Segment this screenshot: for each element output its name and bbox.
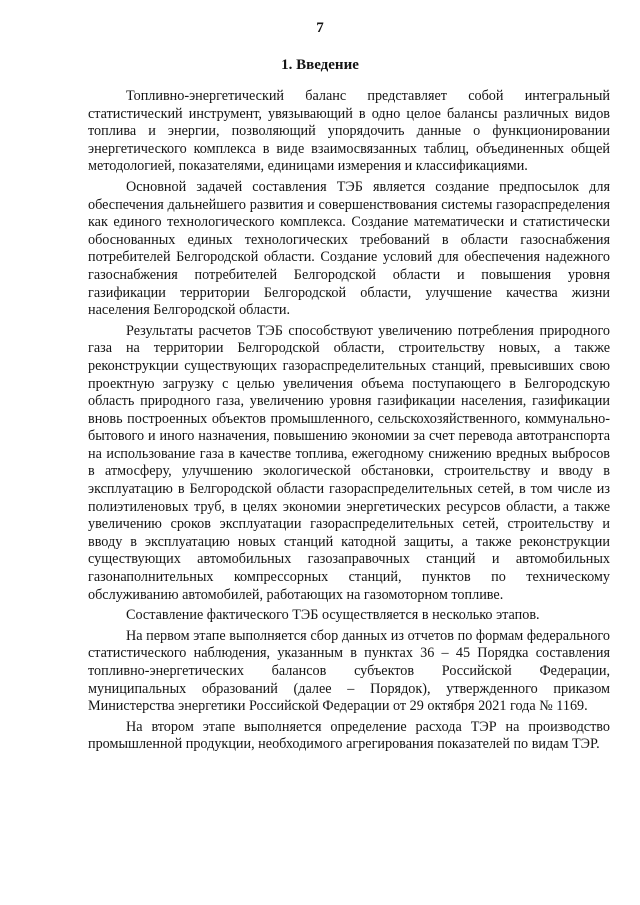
paragraph-stages: Составление фактического ТЭБ осуществляется в несколько этапов. xyxy=(126,607,540,624)
paragraph-results: Результаты расчетов ТЭБ способствуют увеличению потребления природного газа на территории Белгородской области, строительству новых, а также реконструкции существующих газораспределительных станций, превысивших свою проектную загрузку с целью увеличения объема поступающего в Белгородскую область природного газа, увеличению уровня газификации населения, газификации вновь построенных объектов промышленного, сельскохозяйственного, коммунально-бытового и иного назначения, повышению экономии за счет перевода автотранспорта на использование газа в качестве топлива, ежегодному снижению вредных выбросов в атмосферу, улучшению экологической обстановки, строительству и вводу в эксплуатацию в Белгородской области газораспределительных сетей, в том числе из полиэтиленовых труб, в целях экономии энергетических ресурсов области, а также увеличению сроков эксплуатации газораспределительных сетей, строительству и вводу в эксплуатацию новых станций катодной защиты, а также реконструкции существующих автомобильных газозаправочных станций и автомобильных газонаполнительных компрессорных станций, пунктов по техническому обслуживанию автомобилей, работающих на газомоторном топливе. xyxy=(88,322,610,603)
section-heading: 1. Введение xyxy=(281,57,359,73)
paragraph-stage-one: На первом этапе выполняется сбор данных из отчетов по формам федерального статистического наблюдения, указанным в пунктах 36 – 45 Порядка составления топливно-энергетических балансов субъектов Российской Федерации, муниципальных образований (далее – Порядок), утвержденного приказом Министерства энергетики Российской Федерации от 29 октября 2021 года № 1169. xyxy=(88,627,610,715)
page-number: 7 xyxy=(316,20,324,36)
paragraph-intro: Топливно-энергетический баланс представляет собой интегральный статистический инструмент, увязывающий в одно целое балансы различных видов топлива и энергии, позволяющий упорядочить данные о функционировании энергетического комплекса в виде взаимосвязанных таблиц, объединенных общей методологией, показателями, единицами измерения и классификациями. xyxy=(88,88,610,175)
paragraph-stage-two: На втором этапе выполняется определение расхода ТЭР на производство промышленной продукции, необходимого агрегирования показателей по видам ТЭР. xyxy=(88,718,610,753)
paragraph-main-task: Основной задачей составления ТЭБ является создание предпосылок для обеспечения дальнейшего развития и совершенствования системы газораспределения как единого технологического комплекса. Создание математически и статистически обоснованных единых технологических требований в области газоснабжения потребителей Белгородской области. Создание условий для обеспечения надежного газоснабжения потребителей Белгородской области и повышения уровня газификации территории Белгородской области, улучшение качества жизни населения Белгородской области. xyxy=(88,178,610,319)
body-text xyxy=(88,88,610,754)
